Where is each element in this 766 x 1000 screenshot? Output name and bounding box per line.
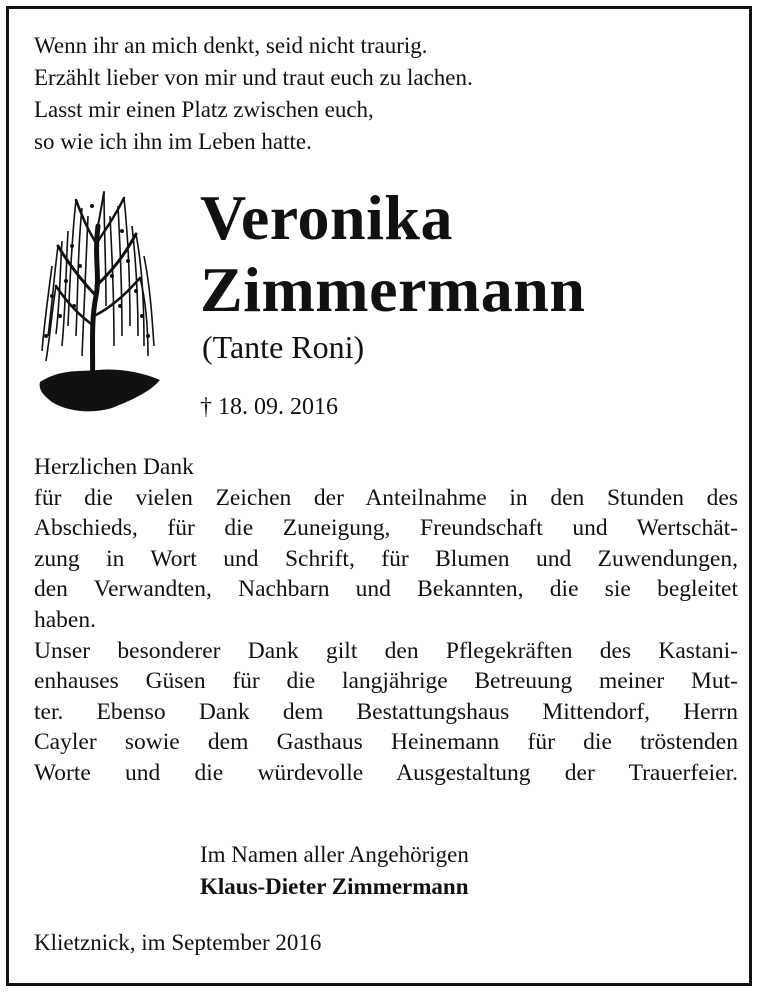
thanks-line: haben. — [34, 606, 96, 633]
thanks-line: Abschieds, für die Zuneigung, Freundschaft und Wertschät- — [34, 515, 738, 542]
poem-line-4: so wie ich ihn im Leben hatte. — [34, 129, 312, 154]
deceased-first-name: Veronika — [200, 182, 453, 253]
thanks-line: ter. Ebenso Dank dem Bestattungshaus Mittendorf, Herrn — [34, 698, 738, 725]
thanks-line: Herzlichen Dank — [34, 454, 194, 480]
signature-intro: Im Namen aller Angehörigen — [200, 842, 469, 867]
poem-line-3: Lasst mir einen Platz zwischen euch, — [34, 97, 374, 122]
thanks-text — [34, 452, 738, 789]
thanks-line: für die vielen Zeichen der Anteilnahme in den Stunden des — [34, 484, 738, 511]
thanks-line: Worte und die würdevolle Ausgestaltung der Trauerfeier. — [34, 759, 738, 786]
death-date: † 18. 09. 2016 — [200, 394, 338, 420]
thanks-line: den Verwandten, Nachbarn und Bekannten, die sie begleitet — [34, 576, 738, 603]
poem-line-1: Wenn ihr an mich denkt, seid nicht traurig. — [34, 33, 428, 58]
place-date: Klietznick, im September 2016 — [34, 930, 322, 955]
weeping-willow-icon — [32, 186, 164, 416]
thanks-line: Unser besonderer Dank gilt den Pflegekräften des Kastani- — [34, 637, 738, 664]
thanks-line: enhauses Güsen für die langjährige Betreuung meiner Mut- — [34, 668, 738, 695]
deceased-last-name: Zimmermann — [200, 254, 586, 325]
poem-line-2: Erzählt lieber von mir und traut euch zu lachen. — [34, 65, 473, 90]
deceased-nickname: (Tante Roni) — [202, 329, 365, 365]
thanks-line: Cayler sowie dem Gasthaus Heinemann für die tröstenden — [34, 729, 738, 756]
thanks-line: zung in Wort und Schrift, für Blumen und Zuwendungen, — [34, 545, 738, 572]
signature-name: Klaus-Dieter Zimmermann — [200, 874, 469, 899]
